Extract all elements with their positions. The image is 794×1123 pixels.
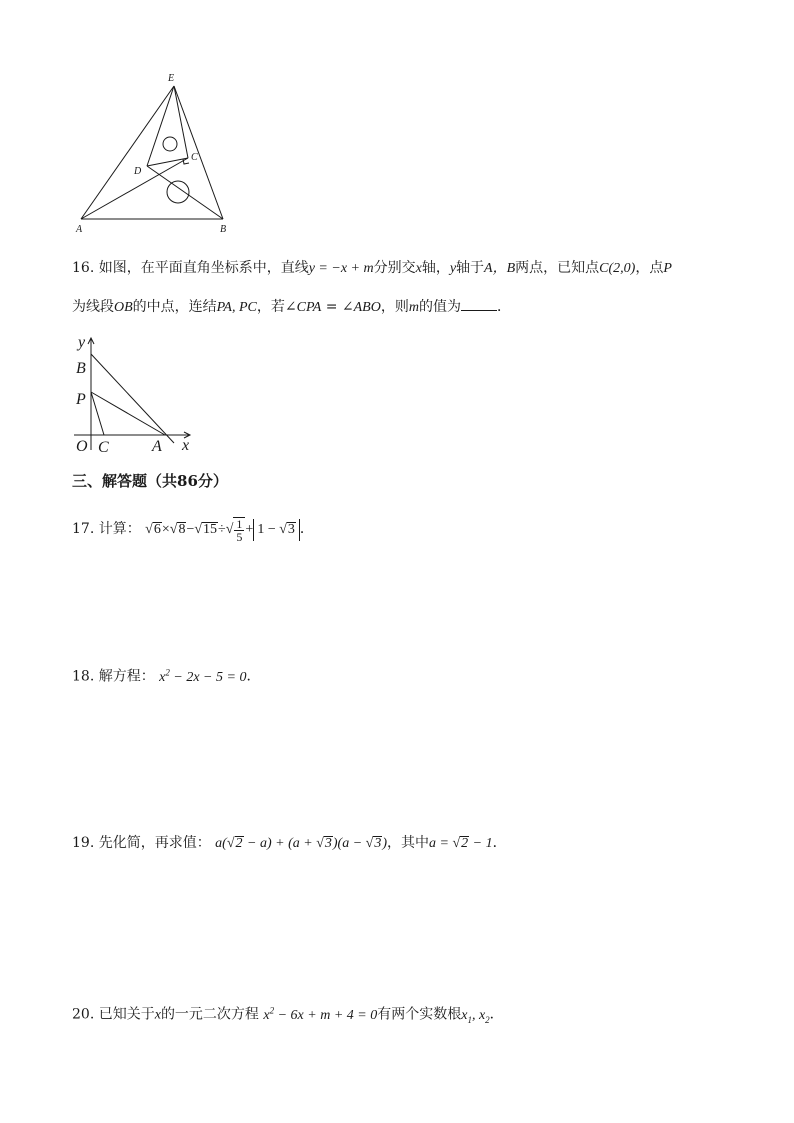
point-c-coord: C(2,0) <box>599 261 636 276</box>
label-d: D <box>134 166 142 177</box>
label-e: E <box>168 73 175 84</box>
label-a: A <box>76 224 83 235</box>
label-a: A <box>152 438 162 455</box>
line-equation: y = −x + m <box>308 261 374 276</box>
question-16-line-1: 16. 如图，在平面直角坐标系中，直线y = −x + m分别交x轴，y轴于A，B两点，已知点C(2,0)，点P <box>72 260 672 276</box>
question-16-line-2: 为线段OB的中点，连结PA, PC，若∠CPA = ∠ABO，则m的值为 ． <box>72 296 511 318</box>
q19-number: 19. <box>72 835 95 851</box>
small-circle <box>163 137 177 151</box>
axis-label-y: y <box>78 334 86 351</box>
q17-expression: √6×√8−√15÷√ $\frac{1}{5}$ + 1 − √3 <box>145 522 300 537</box>
label-b: B <box>220 224 227 235</box>
q18-equation: $x^2 - 2x - 5 = 0$ <box>159 667 247 685</box>
label-b: B <box>76 360 86 377</box>
right-angle-mark <box>183 159 189 164</box>
q16-number: 16. <box>72 260 95 276</box>
edge-db <box>147 166 223 219</box>
axes-figure <box>70 330 200 456</box>
q18-number: 18. <box>72 668 95 685</box>
answer-blank[interactable] <box>461 296 497 311</box>
edge-ae <box>81 86 174 219</box>
question-17: 17. 计算： √6×√8−√15÷√ $\frac{1}{5}$ + 1 − √3 ． <box>72 516 314 544</box>
question-20: 20. 已知关于x的一元二次方程 $x^2 - 6x + m + 4 = 0$有两个实数根$x_1$, $x_2$． <box>72 1005 504 1025</box>
question-18: 18. 解方程： $x^2 - 2x - 5 = 0$． <box>72 667 261 685</box>
triangle-figure <box>70 66 250 238</box>
label-c: C <box>98 439 109 456</box>
q17-number: 17. <box>72 521 95 537</box>
label-c: C <box>191 152 198 163</box>
q19-expression: a(√2 − a) + (a + √3)(a − √3) <box>215 836 388 851</box>
q19-value: a = √2 − 1 <box>429 836 493 851</box>
section-heading: 三、解答题（共86分） <box>72 472 228 490</box>
axis-label-x: x <box>182 437 190 454</box>
edge-eb <box>174 86 223 219</box>
label-p: P <box>76 391 86 408</box>
edge-ed <box>147 86 174 166</box>
q20-roots: $x_1$, $x_2$ <box>461 1007 490 1025</box>
label-o: O <box>76 438 88 455</box>
large-circle <box>167 181 189 203</box>
line-ab <box>91 354 174 443</box>
q20-number: 20. <box>72 1006 95 1023</box>
q20-equation: $x^2 - 6x + m + 4 = 0$ <box>263 1005 378 1023</box>
question-19: 19. 先化简，再求值： a(√2 − a) + (a + √3)(a − √3)，其中a = √2 − 1． <box>72 835 507 851</box>
